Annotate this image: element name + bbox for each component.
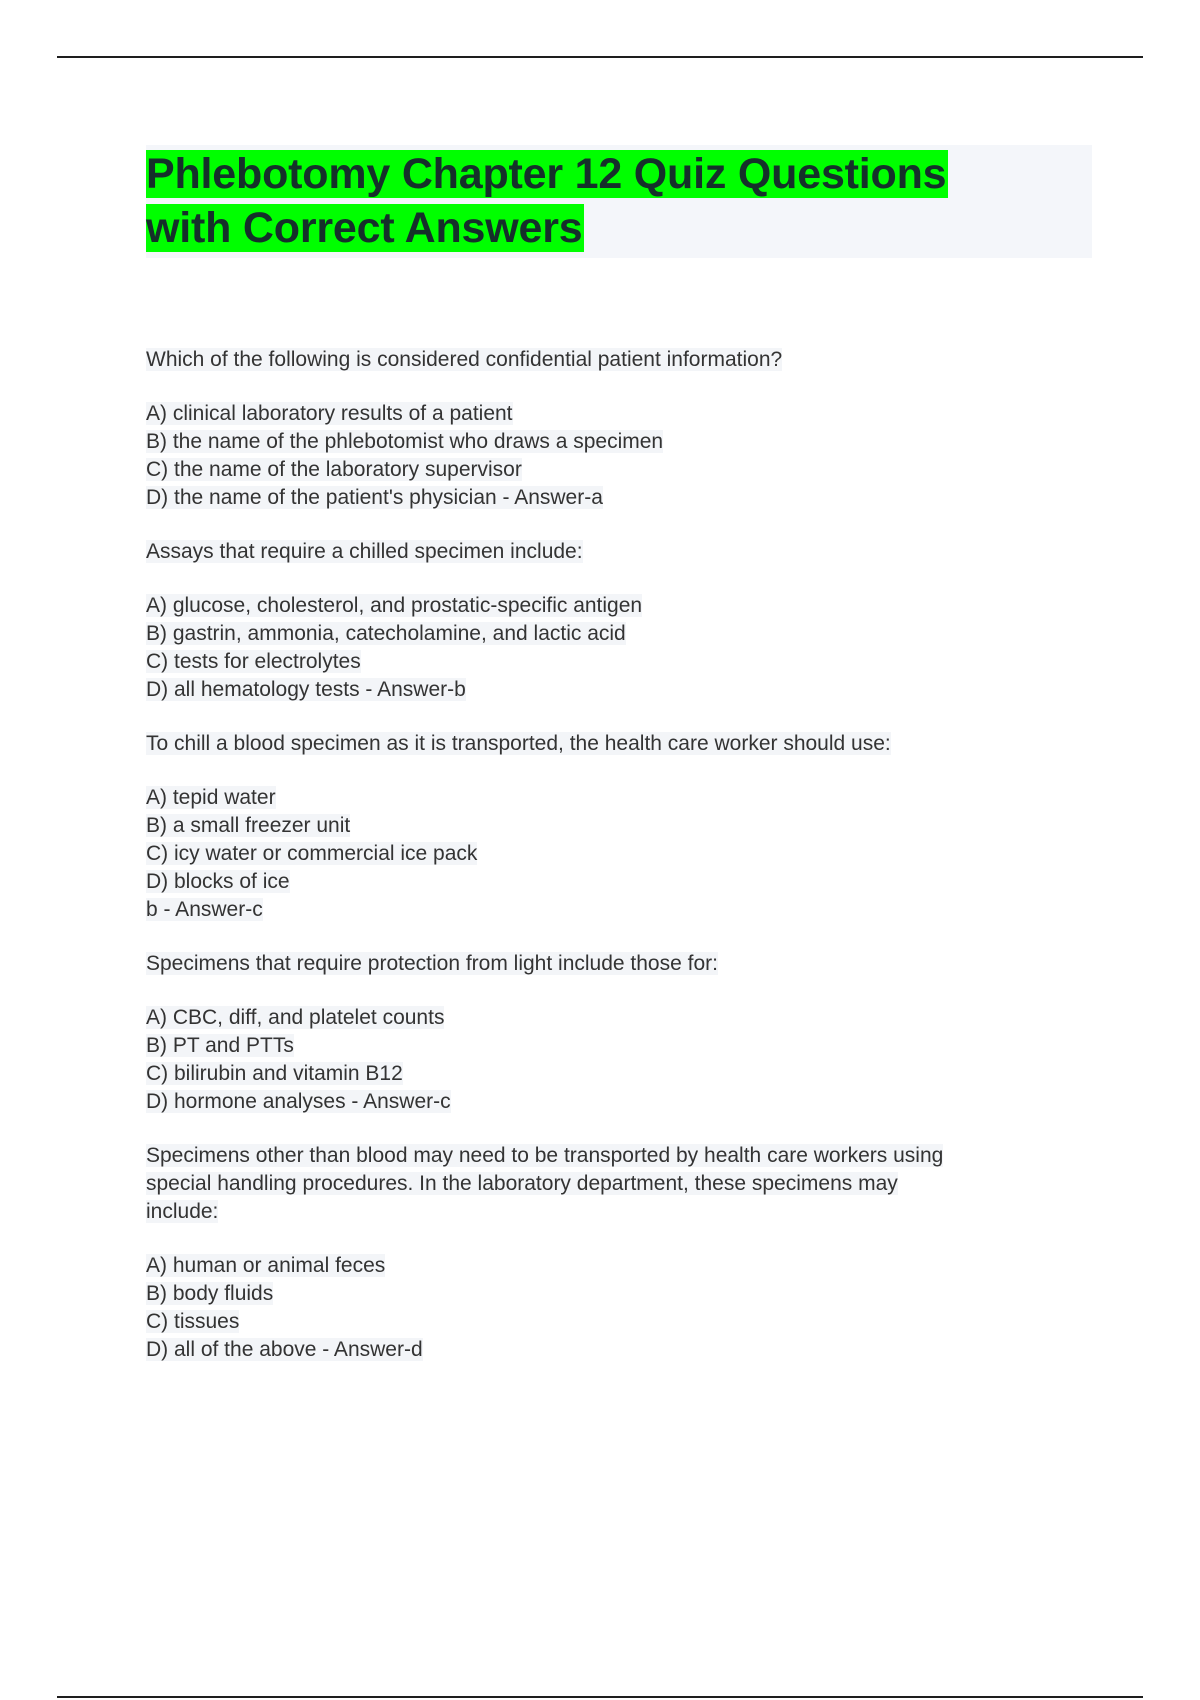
question-stem bbox=[146, 1142, 1086, 1226]
option: B) PT and PTTs bbox=[146, 1034, 294, 1057]
option: C) tests for electrolytes bbox=[146, 650, 361, 673]
option: C) icy water or commercial ice pack bbox=[146, 842, 478, 865]
option: C) bilirubin and vitamin B12 bbox=[146, 1062, 403, 1085]
options-list bbox=[146, 1252, 1096, 1364]
question-1 bbox=[146, 346, 1096, 512]
options-list bbox=[146, 592, 1096, 704]
options-list bbox=[146, 1004, 1096, 1116]
option: D) blocks of ice bbox=[146, 870, 290, 893]
option: B) a small freezer unit bbox=[146, 814, 351, 837]
document-title bbox=[146, 147, 948, 255]
title-line-1: Phlebotomy Chapter 12 Quiz Questions bbox=[146, 150, 947, 198]
option: B) gastrin, ammonia, catecholamine, and lactic acid bbox=[146, 622, 626, 645]
option-with-answer: D) hormone analyses - Answer-c bbox=[146, 1090, 451, 1113]
question-3 bbox=[146, 730, 1096, 924]
option-with-answer: D) all of the above - Answer-d bbox=[146, 1338, 423, 1361]
option-with-answer: D) the name of the patient's physician - Answer-a bbox=[146, 486, 603, 509]
stem-text: include: bbox=[146, 1200, 219, 1223]
title-line-2: with Correct Answers bbox=[146, 204, 583, 252]
options-list bbox=[146, 400, 1096, 512]
stem-text: Assays that require a chilled specimen include: bbox=[146, 540, 583, 563]
answer-line: b - Answer-c bbox=[146, 898, 263, 921]
option: A) human or animal feces bbox=[146, 1254, 386, 1277]
stem-text: special handling procedures. In the laboratory department, these specimens may bbox=[146, 1172, 898, 1195]
option: A) glucose, cholesterol, and prostatic-specific antigen bbox=[146, 594, 643, 617]
option: B) body fluids bbox=[146, 1282, 274, 1305]
question-stem bbox=[146, 538, 1096, 566]
stem-text: To chill a blood specimen as it is transported, the health care worker should use: bbox=[146, 732, 891, 755]
question-5 bbox=[146, 1142, 1096, 1364]
options-list bbox=[146, 784, 1096, 924]
question-4 bbox=[146, 950, 1096, 1116]
option-with-answer: D) all hematology tests - Answer-b bbox=[146, 678, 466, 701]
question-stem bbox=[146, 950, 1096, 978]
option: B) the name of the phlebotomist who draws a specimen bbox=[146, 430, 664, 453]
option: C) tissues bbox=[146, 1310, 240, 1333]
option: C) the name of the laboratory supervisor bbox=[146, 458, 522, 481]
stem-text: Which of the following is considered confidential patient information? bbox=[146, 348, 783, 371]
question-stem bbox=[146, 346, 1096, 374]
bottom-rule bbox=[57, 1696, 1143, 1698]
stem-text: Specimens that require protection from light include those for: bbox=[146, 952, 718, 975]
question-2 bbox=[146, 538, 1096, 704]
quiz-content bbox=[146, 346, 1096, 1390]
question-stem bbox=[146, 730, 1096, 758]
option: A) tepid water bbox=[146, 786, 276, 809]
stem-text: Specimens other than blood may need to be transported by health care workers using bbox=[146, 1144, 944, 1167]
option: A) clinical laboratory results of a patient bbox=[146, 402, 513, 425]
option: A) CBC, diff, and platelet counts bbox=[146, 1006, 445, 1029]
top-rule bbox=[57, 56, 1143, 58]
